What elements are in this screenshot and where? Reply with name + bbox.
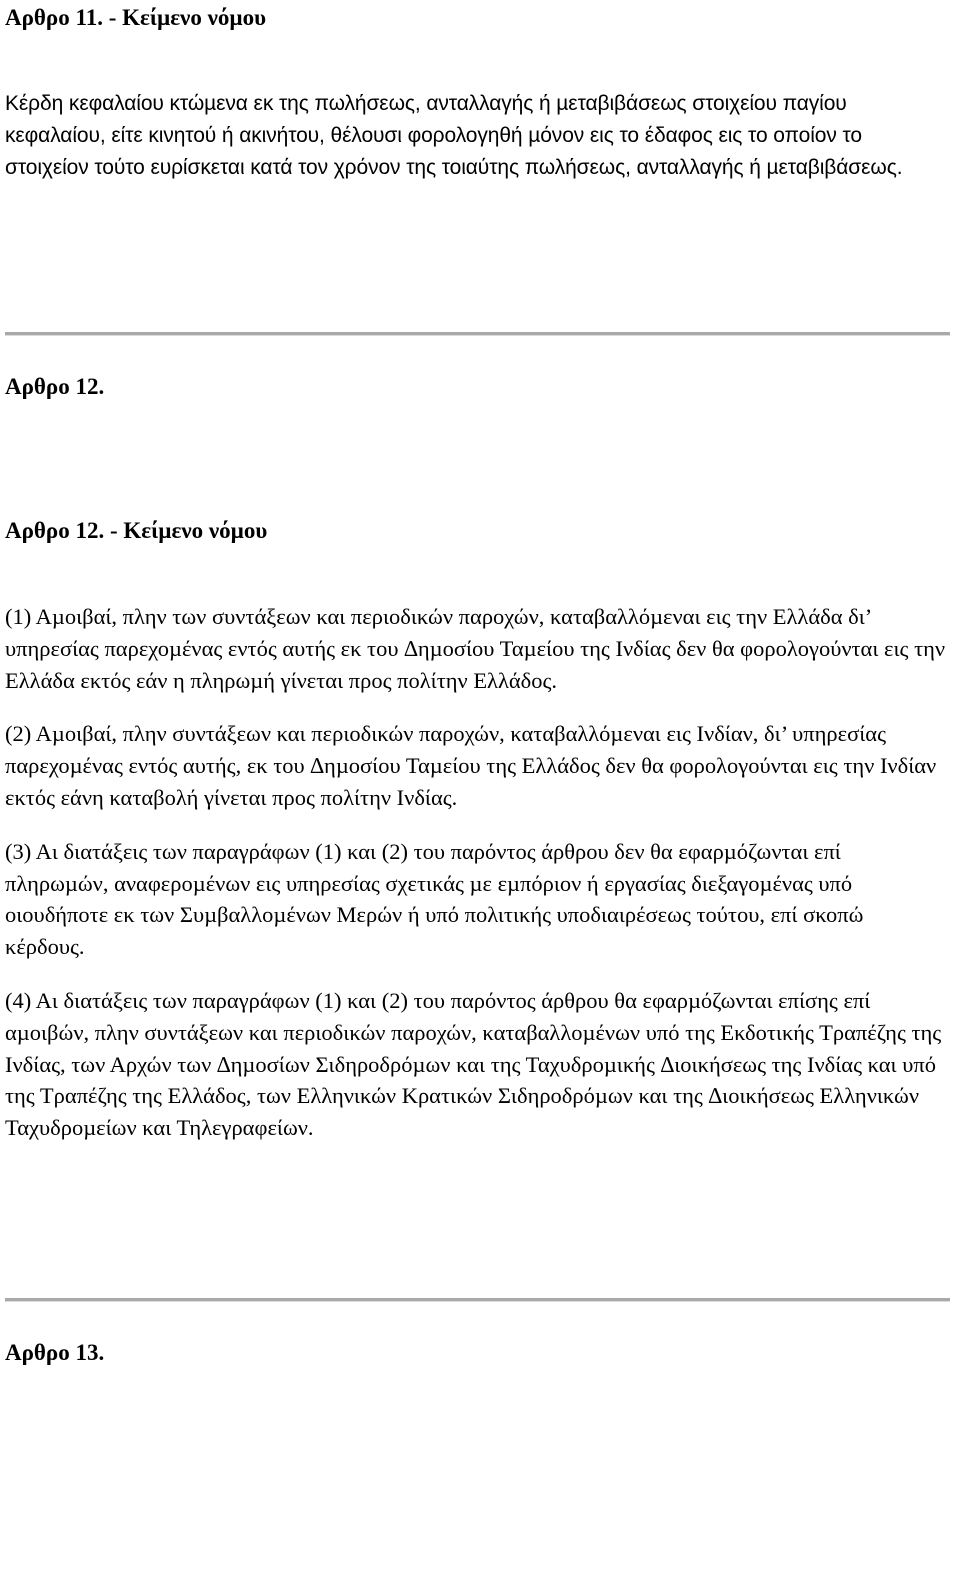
article-13-title: Αρθρο 13. bbox=[5, 1339, 105, 1365]
document-page bbox=[5, 0, 950, 1368]
article-12-heading: Αρθρο 12. - Κείµενο νόµου bbox=[5, 518, 268, 543]
article-12-title: Αρθρο 12. bbox=[5, 374, 105, 399]
article-11-paragraph: Κέρδη κεφαλαίου κτώµενα εκ της πωλήσεως, ανταλλαγής ή µεταβιβάσεως στοιχείου παγίου κεφαλαίου, είτε κινητού ή ακινήτου, θέλουσι φορολογηθή µόνον εις το έδαφος εις το οποίον το στοιχείον τούτο ευρίσκεται κατά τον χρόνον της τοιαύτης πωλήσεως, ανταλλαγής ή µεταβιβάσεως. bbox=[5, 92, 903, 179]
article-12-paragraph-4: (4) Αι διατάξεις των παραγράφων (1) και (2) του παρόντος άρθρου θα εφαρµόζωνται επίσης επί αµοιβών, πλην συντάξεων και περιοδικών παροχών, καταβαλλοµένων υπό της Εκδοτικής Τραπέζης της Ινδίας, των Αρχών των ∆ηµοσίων Σιδηροδρόµων και της Ταχυδροµικής ∆ιοικήσεως της Ινδίας και υπό της Τραπέζης της Ελλάδος, των Ελληνικών Κρατικών Σιδηροδρόµων και της ∆ιοικήσεως Ελληνικών Ταχυδροµείων και Τηλεγραφείων. bbox=[5, 987, 942, 1141]
article-11-heading: Αρθρο 11. - Κείµενο νόµου bbox=[5, 5, 267, 30]
article-12-paragraph-1: (1) Αµοιβαί, πλην των συντάξεων και περιοδικών παροχών, καταβαλλόµεναι εις την Ελλάδα δι’ υπηρεσίας παρεχοµένας εντός αυτής εκ του ∆ηµοσίου Ταµείου της Ινδίας δεν θα φορολογούνται εις την Ελλάδα εκτός εάν η πληρωµή γίνεται προς πολίτην Ελλάδος. bbox=[5, 604, 946, 693]
article-12-paragraph-2: (2) Αµοιβαί, πλην συντάξεων και περιοδικών παροχών, καταβαλλόµεναι εις Ινδίαν, δι’ υπηρεσίας παρεχοµένας εντός αυτής, εκ του ∆ηµοσίου Ταµείου της Ελλάδος δεν θα φορολογούνται εις την Ινδίαν εκτός εάνη καταβολή γίνεται προς πολίτην Ινδίας. bbox=[5, 721, 937, 810]
article-12-paragraph-3: (3) Αι διατάξεις των παραγράφων (1) και (2) του παρόντος άρθρου δεν θα εφαρµόζωνται επί πληρωµών, αναφεροµένων εις υπηρεσίας σχετικάς µε εµπόριον ή εργασίας διεξαγοµένας υπό οιουδήποτε εκ των Συµβαλλοµένων Μερών ή υπό πολιτικής υποδιαιρέσεως τούτου, επί σκοπώ κέρδους. bbox=[5, 838, 864, 960]
